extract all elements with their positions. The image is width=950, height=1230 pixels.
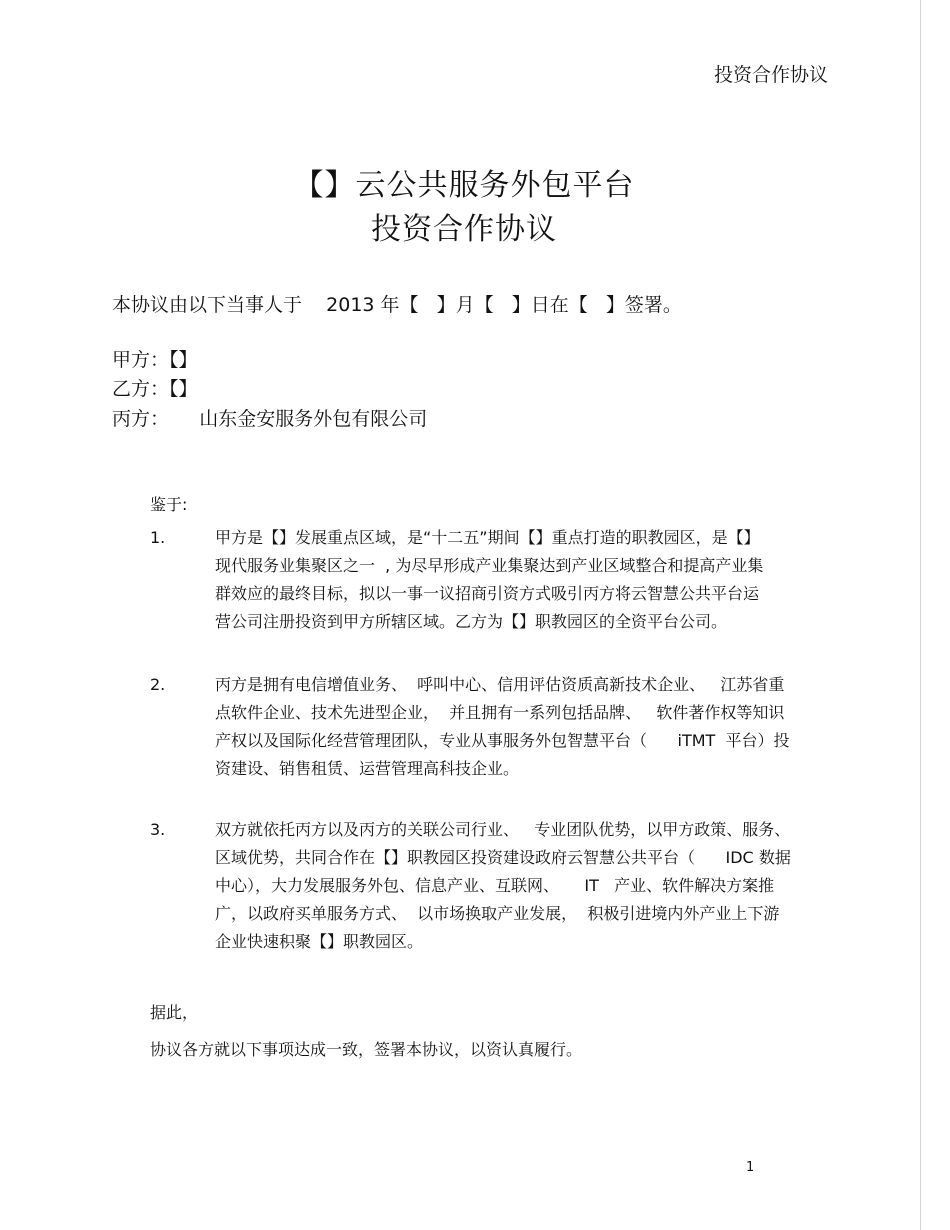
- recital-line: 丙方是拥有电信增值业务、 呼叫中心、信用评估资质高新技术企业、 江苏省重: [215, 675, 785, 694]
- recital-line: 现代服务业集聚区之一 , 为尽早形成产业集聚达到产业区域整合和提高产业集: [215, 556, 764, 575]
- page-edge-divider: [920, 0, 921, 1230]
- party-b: 乙方：【】: [112, 378, 198, 400]
- running-header: 投资合作协议: [713, 64, 828, 86]
- page-number: 1: [746, 1160, 755, 1175]
- recital-line: 营公司注册投资到甲方所辖区域。乙方为【】职教园区的全资平台公司。: [215, 612, 728, 631]
- recital-line: 甲方是【】发展重点区域，是“十二五”期间【】重点打造的职教园区，是【】: [215, 528, 760, 547]
- closing-line-2: 协议各方就以下事项达成一致，签署本协议，以资认真履行。: [150, 1040, 583, 1059]
- party-a: 甲方：【】: [112, 349, 198, 371]
- recital-line: 区域优势，共同合作在【】职教园区投资建设政府云智慧公共平台（ IDC 数据: [215, 848, 791, 867]
- recital-line: 广，以政府买单服务方式、 以市场换取产业发展， 积极引进境内外产业上下游: [215, 904, 780, 923]
- recital-line: 资建设、销售租赁、运营管理高科技企业。: [215, 759, 520, 778]
- recital-line: 中心），大力发展服务外包、信息产业、互联网、 IT 产业、软件解决方案推: [215, 876, 775, 895]
- intro-paragraph: 本协议由以下当事人于 2013 年【 】月【 】日在【 】签署。: [112, 294, 682, 316]
- document-title-line2: 投资合作协议: [371, 212, 557, 247]
- closing-line-1: 据此，: [150, 1003, 199, 1022]
- party-c: 丙方： 山东金安服务外包有限公司: [112, 408, 428, 430]
- recital-number: 3.: [150, 820, 166, 839]
- recital-number: 2.: [150, 675, 166, 694]
- recital-line: 群效应的最终目标，拟以一事一议招商引资方式吸引丙方将云智慧公共平台运: [215, 584, 760, 603]
- document-title-line1: 【】云公共服务外包平台: [293, 168, 635, 203]
- recital-number: 1.: [150, 528, 166, 547]
- recital-line: 双方就依托丙方以及丙方的关联公司行业、 专业团队优势，以甲方政策、服务、: [215, 820, 791, 839]
- recital-line: 企业快速积聚【】职教园区。: [215, 932, 424, 951]
- recital-line: 产权以及国际化经营管理团队，专业从事服务外包智慧平台（ iTMT 平台）投: [215, 731, 790, 750]
- recital-line: 点软件企业、技术先进型企业， 并且拥有一系列包括品牌、 软件著作权等知识: [215, 703, 785, 722]
- whereas-label: 鉴于:: [150, 495, 188, 514]
